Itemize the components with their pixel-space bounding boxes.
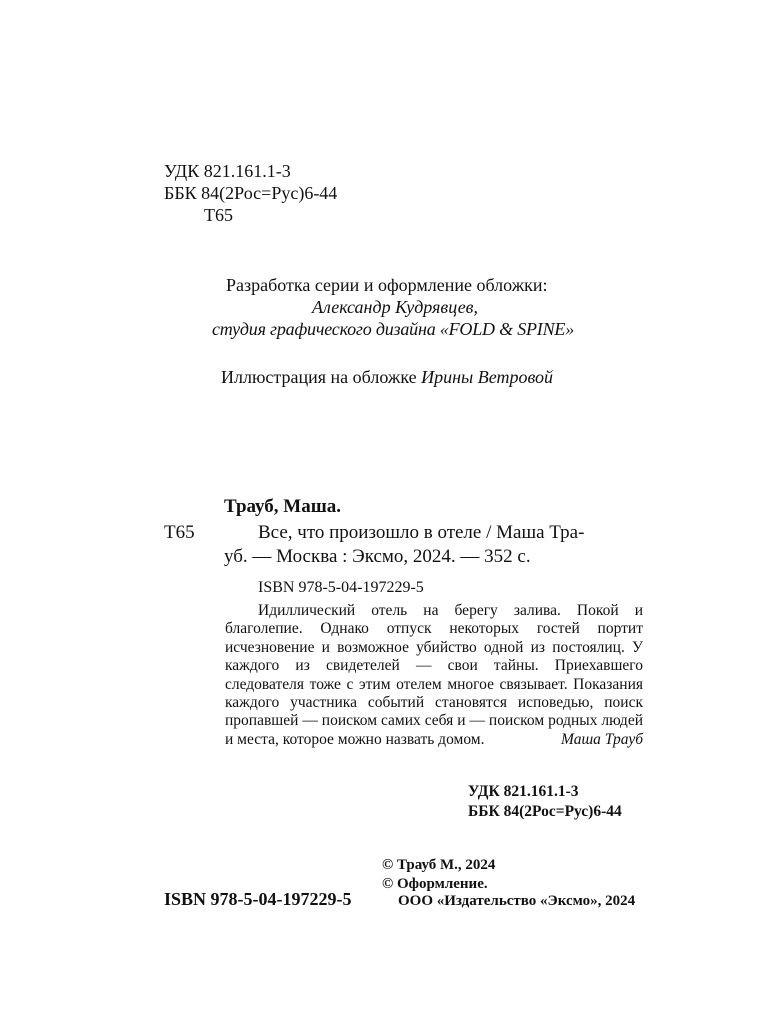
card-title-line-1: Все, что произошло в отеле / Маша Тра- xyxy=(258,522,585,543)
copyright-author: © Трауб М., 2024 xyxy=(382,857,496,873)
design-credit-label: Разработка серии и оформление обложки: xyxy=(226,275,548,295)
udk-code-bottom: УДК 821.161.1-3 xyxy=(468,783,579,800)
card-author-heading: Трауб, Маша. xyxy=(224,496,342,517)
illustration-credit xyxy=(221,366,553,388)
card-author-mark: Т65 xyxy=(164,522,195,543)
isbn-imprint: ISBN 978-5-04-197229-5 xyxy=(164,889,352,909)
designer-name: Александр Кудрявцев, xyxy=(312,297,478,317)
card-title-line-2: уб. — Москва : Эксмо, 2024. — 352 с. xyxy=(224,546,531,567)
bbk-code: ББК 84(2Рос=Рус)6-44 xyxy=(164,183,338,203)
annotation-signature: Маша Трауб xyxy=(561,731,643,749)
annotation xyxy=(225,602,643,750)
author-mark: Т65 xyxy=(204,205,233,225)
design-studio: студия графического дизайна «FOLD & SPINE» xyxy=(212,319,574,339)
illustrator-name: Ирины Ветровой xyxy=(421,367,554,387)
copyright-publisher: ООО «Издательство «Эксмо», 2024 xyxy=(398,893,636,909)
annotation-text: Идиллический отель на берегу залива. Покой и благолепие. Однако отпуск некоторых гостей портит исчезновение и возможное убийство одной из постоялиц. У каждого из свидетелей — свои тайны. Приехавшего следователя тоже с этим отелем многое связывает. Показания каждого участника событий становятся исповедью, поиск пропавшей — поиском самих себя и — поиском родных людей и места, которое можно назвать домом. xyxy=(225,602,643,748)
card-isbn: ISBN 978-5-04-197229-5 xyxy=(258,579,424,596)
copyright-design: © Оформление. xyxy=(382,876,488,892)
illustration-label: Иллюстрация на обложке xyxy=(221,367,417,387)
bbk-code-bottom: ББК 84(2Рос=Рус)6-44 xyxy=(468,803,622,820)
udk-code: УДК 821.161.1-3 xyxy=(164,161,291,181)
